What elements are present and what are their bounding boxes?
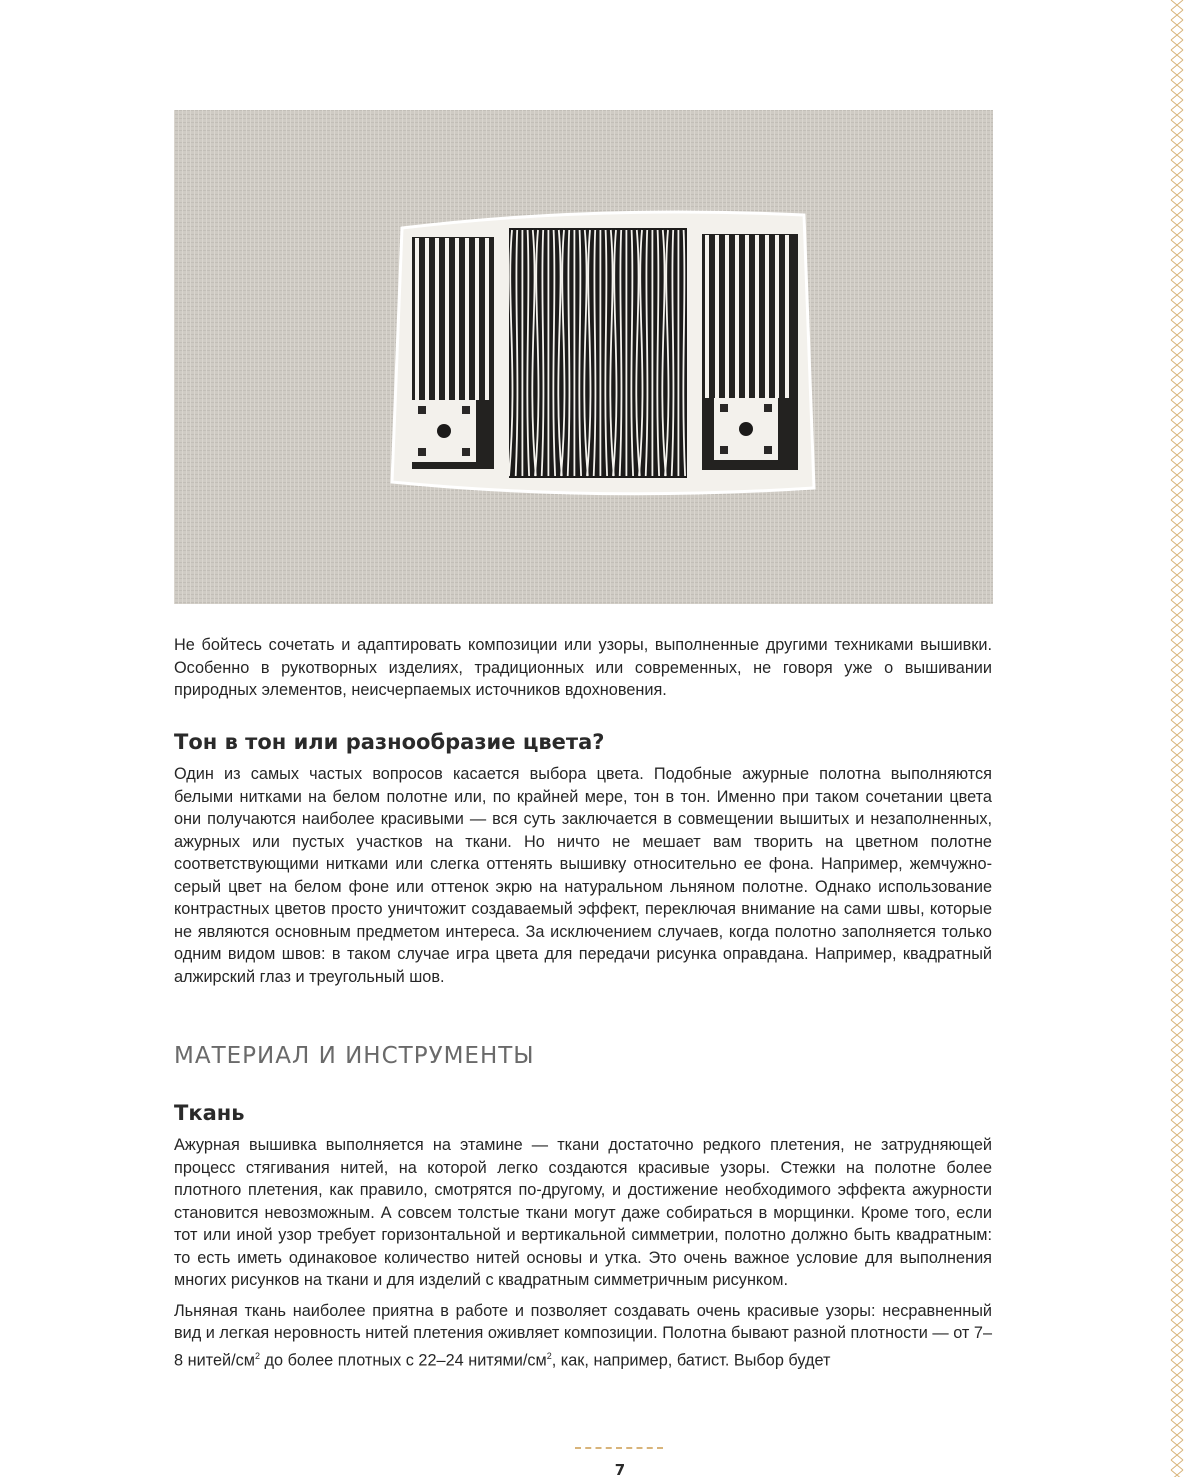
fabric-paragraph-2-part-a: Льняная ткань наиболее приятна в работе и позволяет создавать очень красивые узоры: несравненный вид и легкая неровность нитей плетения оживляет композиции. Полотна бывают разной плотности — от 7–8 нитей/см — [174, 1301, 992, 1369]
eyelet-motif-right-icon — [714, 398, 778, 460]
intro-paragraph: Не бойтесь сочетать и адаптировать композиции или узоры, выполненные другими техниками вышивки. Особенно в рукотворных изделиях, традиционных или современных, не говоря уже о вышивании природных элементов, неисчерпаемых источников вдохновения. — [174, 636, 992, 699]
fabric-paragraph-1: Ажурная вышивка выполняется на этамине — ткани достаточно редкого плетения, не затрудняющей процесс стягивания нитей, на которой легко создаются красивые узоры. Стежки на полотне более плотного плетения, как правило, смотрятся по-другому, и достижение необходимого эффекта ажурности становится невозможным. А совсем толстые ткани могут даже собираться в морщинки. Кроме того, если тот или иной узор требует горизонтальной и вертикальной симметрии, полотно должно быть квадратным: то есть иметь одинаковое количество нитей основы и утка. Это очень важное условие для выполнения многих рисунков на ткани и для изделий с квадратным симметричным рисунком. — [174, 1136, 992, 1289]
page-number: 7 — [614, 1461, 626, 1479]
footer-dashed-rule — [575, 1447, 663, 1449]
embroidery-photo — [174, 110, 993, 604]
tone-paragraph-block — [174, 763, 992, 996]
tone-paragraph: Один из самых частых вопросов касается выбора цвета. Подобные ажурные полотна выполняются белыми нитками на белом полотне или, по крайней мере, тон в тон. Именно при таком сочетании цвета они получаются наиболее красивыми — вся суть заключается в совмещении вышитых и незаполненных, ажурных или пустых участков на ткани. Но ничто не мешает вам творить на цветном полотне соответствующими нитками или слегка оттенять вышивку относительно ее фона. Например, жемчужно-серый цвет на белом фоне или оттенок экрю на натуральном льняном полотне. Однако использование контрастных цветов просто уничтожит создаваемый эффект, переключая внимание на сами швы, которые не являются основным предметом интереса. За исключением случаев, когда полотно заполняется только одним видом швов: в таком случае игра цвета для передачи рисунка оправдана. Например, квадратный алжирский глаз и треугольный шов. — [174, 765, 992, 986]
intro-paragraph-block — [174, 634, 992, 710]
eyelet-motif-left-icon — [412, 400, 476, 462]
tone-heading: Тон в тон или разнообразие цвета? — [174, 730, 605, 754]
fabric-heading: Ткань — [174, 1101, 245, 1125]
superscript-2: 2 — [546, 1350, 552, 1361]
section-title: МАТЕРИАЛ И ИНСТРУМЕНТЫ — [174, 1043, 535, 1069]
zigzag-border-icon — [1151, 0, 1193, 1477]
fabric-paragraph-block — [174, 1134, 992, 1379]
fabric-paragraph-2-part-c: , как, например, батист. Выбор будет — [551, 1350, 831, 1369]
fabric-paragraph-2-part-b: до более плотных с 22–24 нитями/см — [259, 1350, 547, 1369]
superscript-1: 2 — [254, 1350, 260, 1361]
fabric-paragraph-2 — [174, 1300, 992, 1372]
